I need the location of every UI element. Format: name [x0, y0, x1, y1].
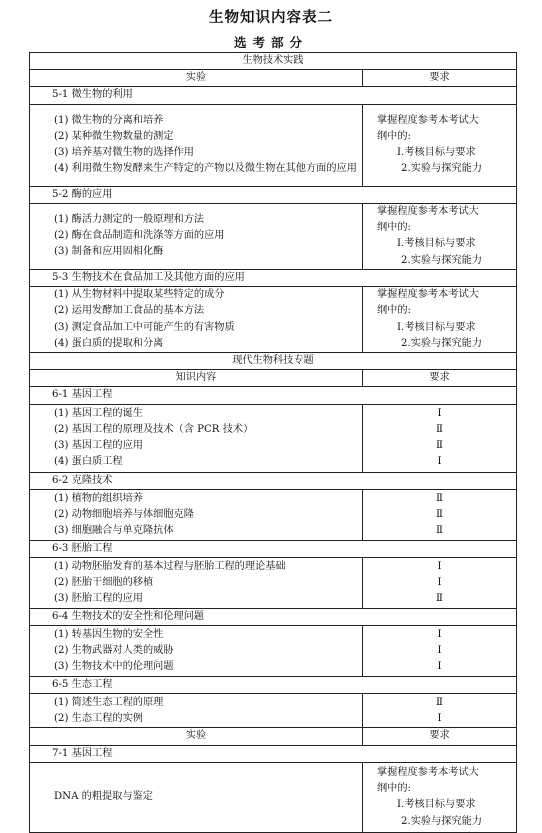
requirement-line: 纲中的:	[377, 130, 411, 142]
requirement-level: Ⅱ	[436, 423, 443, 435]
list-item: (4) 蛋白质的提取和分离	[54, 337, 164, 349]
requirement-line: 掌握程度参考本考试大	[377, 205, 479, 217]
list-item: (2) 生态工程的实例	[54, 712, 143, 724]
requirement-line: 纲中的:	[377, 222, 411, 234]
column-header-requirement: 要求	[363, 728, 517, 745]
requirement-line: 掌握程度参考本考试大	[377, 766, 479, 778]
requirement-cell	[363, 762, 517, 832]
list-item: (3) 测定食品加工中可能产生的有害物质	[54, 321, 235, 333]
list-item: (1) 植物的组织培养	[54, 492, 143, 504]
list-item: (3) 培养基对微生物的选择作用	[54, 147, 194, 159]
syllabus-table	[29, 52, 517, 833]
topic-items	[30, 287, 363, 353]
list-item: (4) 蛋白质工程	[54, 456, 123, 468]
topic-heading: 6-5 生态工程	[30, 677, 517, 694]
requirement-level: Ⅰ	[437, 628, 442, 640]
experiment-item: DNA 的粗提取与鉴定	[30, 762, 363, 832]
requirement-line: 2.实验与探究能力	[401, 815, 483, 827]
requirement-level: Ⅱ	[436, 696, 443, 708]
list-item: (2) 胚胎干细胞的移植	[54, 576, 154, 588]
list-item: (1) 动物胚胎发育的基本过程与胚胎工程的理论基础	[54, 560, 286, 572]
list-item: (2) 运用发酵加工食品的基本方法	[54, 305, 205, 317]
requirement-line: Ⅰ.考核目标与要求	[397, 147, 476, 159]
topic-heading: 5-1 微生物的利用	[30, 87, 517, 104]
list-item: (3) 制备和应用固相化酶	[54, 246, 164, 258]
requirement-levels	[363, 489, 517, 540]
requirement-line: 掌握程度参考本考试大	[377, 289, 479, 301]
list-item: (1) 简述生态工程的原理	[54, 696, 164, 708]
list-item: (3) 生物技术中的伦理问题	[54, 661, 174, 673]
requirement-cell	[363, 287, 517, 353]
requirement-line: 纲中的:	[377, 305, 411, 317]
requirement-line: Ⅰ.考核目标与要求	[397, 321, 476, 333]
topic-heading: 6-2 克隆技术	[30, 472, 517, 489]
topic-heading: 6-3 胚胎工程	[30, 540, 517, 557]
requirement-levels	[363, 626, 517, 677]
list-item: (3) 细胞融合与单克隆抗体	[54, 524, 174, 536]
requirement-level: Ⅰ	[437, 560, 442, 572]
requirement-line: 掌握程度参考本考试大	[377, 114, 479, 126]
list-item: (1) 基因工程的诞生	[54, 407, 143, 419]
requirement-line: Ⅰ.考核目标与要求	[397, 799, 476, 811]
topic-items	[30, 203, 363, 269]
topic-heading: 5-3 生物技术在食品加工及其他方面的应用	[30, 269, 517, 286]
list-item: (2) 生物武器对人类的威胁	[54, 645, 174, 657]
topic-heading: 7-1 基因工程	[30, 745, 517, 762]
list-item: (2) 某种微生物数量的测定	[54, 130, 174, 142]
requirement-line: 纲中的:	[377, 783, 411, 795]
requirement-level: Ⅰ	[437, 456, 442, 468]
requirement-level: Ⅰ	[437, 645, 442, 657]
requirement-levels	[363, 404, 517, 472]
section-header-bio-practice: 生物技术实践	[30, 53, 517, 70]
section-header-modern-bio: 现代生物科技专题	[30, 353, 517, 370]
list-item: (3) 胚胎工程的应用	[54, 593, 143, 605]
requirement-level: Ⅱ	[436, 508, 443, 520]
column-header-experiment: 实验	[30, 70, 363, 87]
column-header-knowledge: 知识内容	[30, 370, 363, 387]
list-item: (2) 酶在食品制造和洗涤等方面的应用	[54, 230, 225, 242]
requirement-level: Ⅱ	[436, 593, 443, 605]
document-subtitle: 选考部分	[233, 35, 308, 50]
column-header-experiment: 实验	[30, 728, 363, 745]
topic-items	[30, 104, 363, 186]
requirement-level: Ⅰ	[437, 712, 442, 724]
requirement-line: 2.实验与探究能力	[401, 254, 483, 266]
list-item: (1) 从生物材料中提取某些特定的成分	[54, 289, 225, 301]
topic-items	[30, 558, 363, 609]
requirement-level: Ⅰ	[437, 576, 442, 588]
list-item: (1) 酶活力测定的一般原理和方法	[54, 214, 205, 225]
column-header-requirement: 要求	[363, 370, 517, 387]
topic-heading: 6-4 生物技术的安全性和伦理问题	[30, 609, 517, 626]
list-item: (1) 微生物的分离和培养	[54, 114, 164, 126]
requirement-cell	[363, 203, 517, 269]
document-title: 生物知识内容表二	[209, 9, 333, 26]
topic-heading: 5-2 酶的应用	[30, 186, 517, 203]
requirement-cell	[363, 104, 517, 186]
list-item: (1) 转基因生物的安全性	[54, 628, 164, 640]
column-header-requirement: 要求	[363, 70, 517, 87]
requirement-level: Ⅱ	[436, 492, 443, 504]
requirement-level: Ⅰ	[437, 407, 442, 419]
requirement-level: Ⅱ	[436, 524, 443, 536]
topic-items	[30, 404, 363, 472]
topic-items	[30, 626, 363, 677]
list-item: (2) 基因工程的原理及技术（含 PCR 技术）	[54, 423, 254, 435]
requirement-line: Ⅰ.考核目标与要求	[397, 238, 476, 250]
list-item: (2) 动物细胞培养与体细胞克隆	[54, 508, 194, 520]
requirement-levels	[363, 558, 517, 609]
topic-heading: 6-1 基因工程	[30, 387, 517, 404]
topic-items	[30, 694, 363, 728]
list-item: (4) 利用微生物发酵来生产特定的产物以及微生物在其他方面的应用	[54, 163, 357, 175]
requirement-line: 2.实验与探究能力	[401, 337, 483, 349]
requirement-line: 2.实验与探究能力	[401, 163, 483, 175]
requirement-levels	[363, 694, 517, 728]
list-item: (3) 基因工程的应用	[54, 440, 143, 452]
requirement-level: Ⅰ	[437, 661, 442, 673]
topic-items	[30, 489, 363, 540]
requirement-level: Ⅱ	[436, 440, 443, 452]
